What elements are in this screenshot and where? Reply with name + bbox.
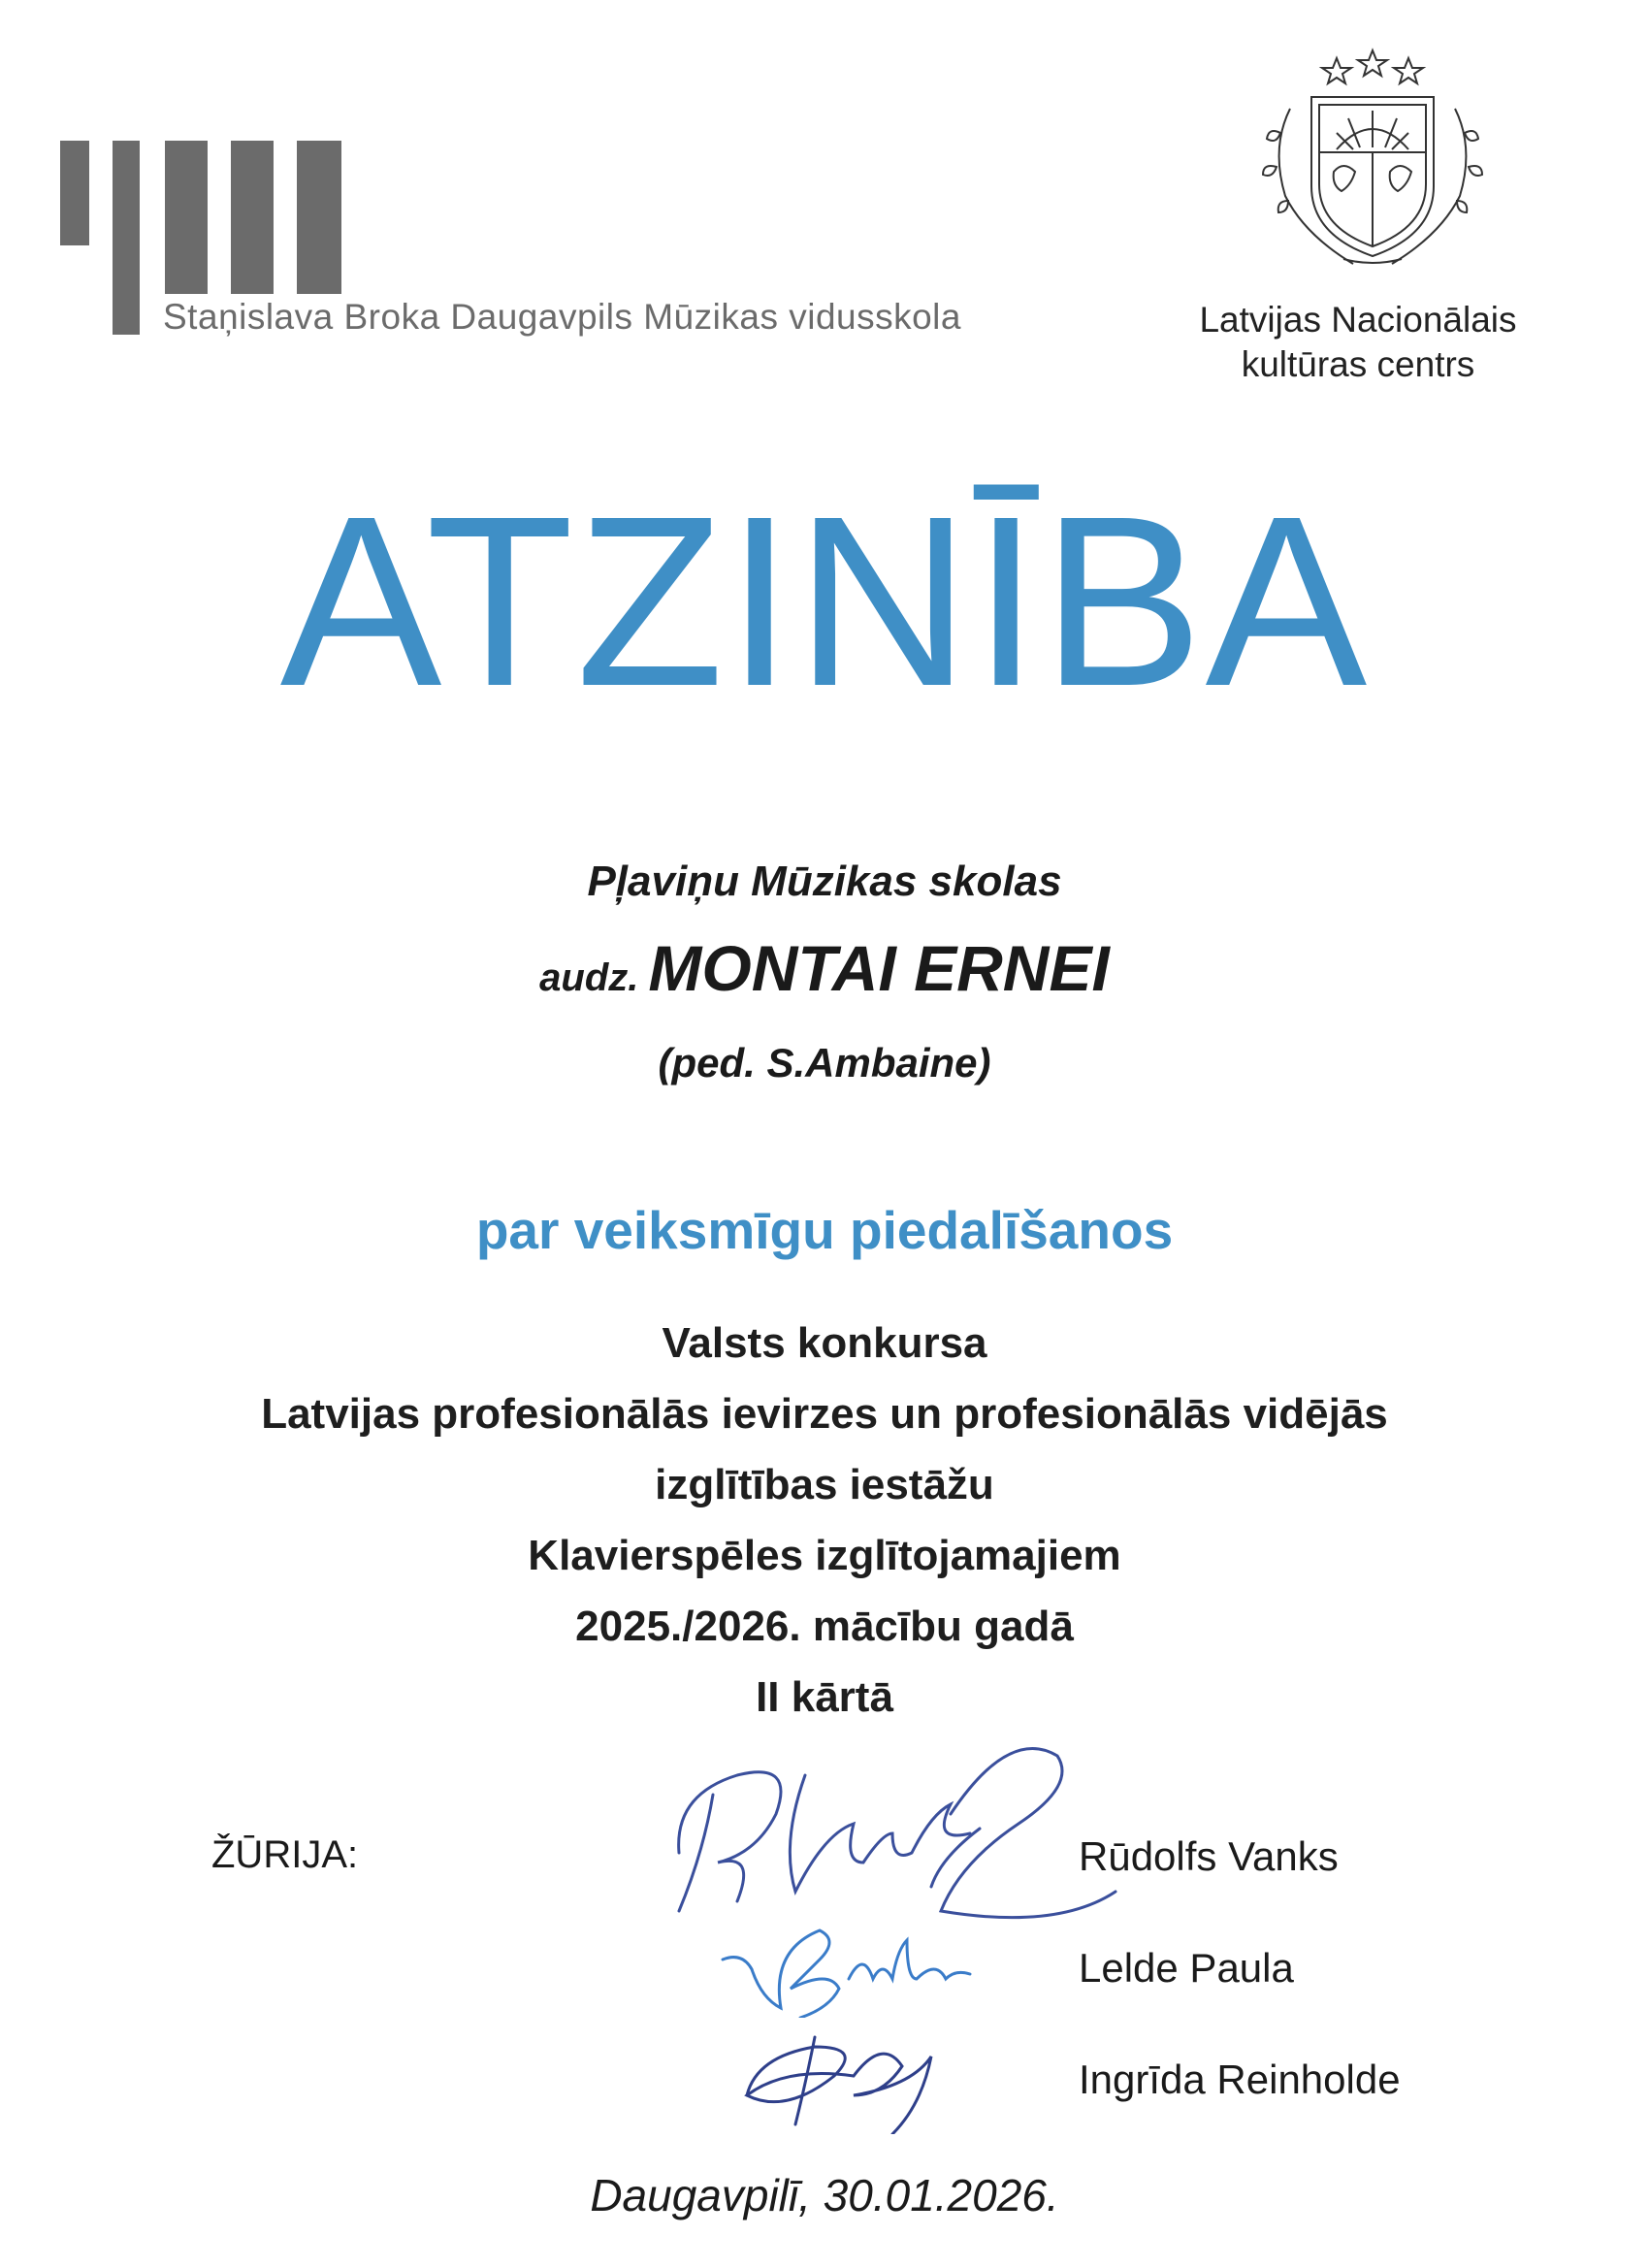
competition-line: izglītības iestāžu [655, 1461, 994, 1508]
competition-line: Valsts konkursa [662, 1319, 987, 1367]
place-and-date: Daugavpilī, 30.01.2026. [590, 2170, 1059, 2220]
certificate-title: ATZINĪBA [279, 466, 1370, 736]
latvian-coat-of-arms-icon [1251, 41, 1494, 274]
recipient-prefix: audz. [539, 956, 639, 999]
competition-line: 2025./2026. mācību gadā [575, 1603, 1074, 1650]
recipient-school: Pļaviņu Mūzikas skolas [587, 858, 1062, 905]
recipient-teacher: (ped. S.Ambaine) [658, 1040, 991, 1085]
school-name: Staņislava Broka Daugavpils Mūzikas vidusskola [163, 297, 961, 337]
centre-name-line1: Latvijas Nacionālais [1199, 300, 1517, 340]
recipient-line [0, 931, 1649, 1005]
jury-member: Lelde Paula [1079, 1945, 1294, 1991]
recipient-name: MONTAI ERNEI [648, 932, 1110, 1004]
jury-label: ŽŪRIJA: [211, 1833, 359, 1876]
centre-name [1154, 298, 1562, 387]
competition-line: Latvijas profesionālās ievirzes un profesionālās vidējās [261, 1390, 1388, 1438]
jury-member: Ingrīda Reinholde [1079, 2057, 1401, 2102]
signature-paula [713, 1911, 994, 2018]
signature-reinholde [728, 2018, 989, 2134]
competition-line: Klavierspēles izglītojamajiem [528, 1532, 1121, 1579]
centre-name-line2: kultūras centrs [1241, 344, 1475, 384]
achievement-text: par veiksmīgu piedalīšanos [475, 1200, 1174, 1260]
competition-description [0, 1308, 1649, 1733]
competition-line: II kārtā [756, 1673, 893, 1721]
jury-member: Rūdolfs Vanks [1079, 1833, 1339, 1879]
